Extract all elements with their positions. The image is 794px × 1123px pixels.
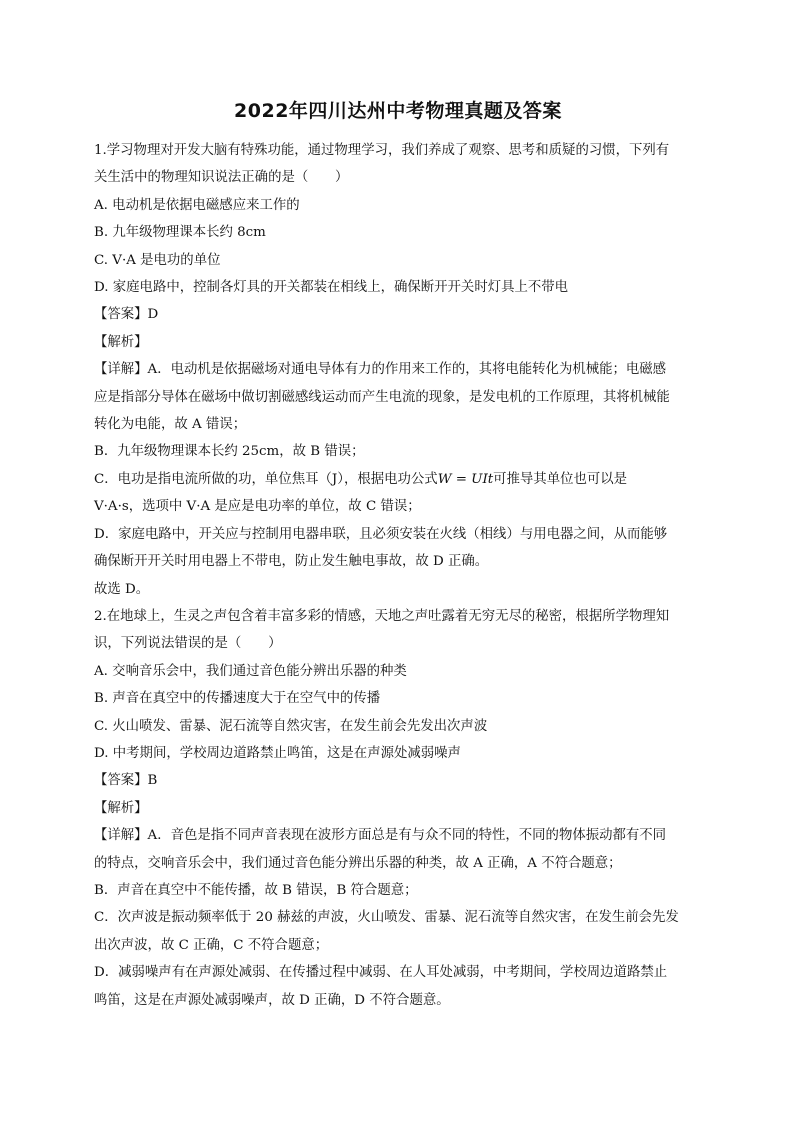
- q2-answer: 【答案】B: [94, 773, 158, 789]
- q1-detail-line-3: 转化为电能，故 A 错误；: [94, 417, 247, 433]
- q2-option-a: A. 交响音乐会中，我们通过音色能分辨出乐器的种类: [94, 663, 407, 679]
- q1-detail-line-6: V·A·s，选项中 V·A 是应是电功率的单位，故 C 错误；: [94, 499, 421, 515]
- q1-analysis-heading: 【解析】: [94, 334, 148, 350]
- q2-detail-line-3: B．声音在真空中不能传播，故 B 错误，B 符合题意；: [94, 882, 418, 898]
- question-2: [94, 603, 702, 1014]
- q1-conclusion: 故选 D。: [94, 581, 150, 597]
- q1-detail-line-1: 【详解】A．电动机是依据磁场对通电导体有力的作用来工作的，其将电能转化为机械能；电磁感: [94, 362, 667, 378]
- q1-detail-line-5: [94, 466, 702, 493]
- q1-stem-line-1: 1.学习物理对开发大脑有特殊功能，通过物理学习，我们养成了观察、思考和质疑的习惯，下列有: [94, 143, 670, 158]
- q1-option-c: C. V·A 是电功的单位: [94, 252, 221, 268]
- q1-option-b: B. 九年级物理课本长约 8cm: [94, 225, 266, 241]
- q2-detail-line-5: 出次声波，故 C 正确，C 不符合题意；: [94, 937, 329, 953]
- q2-analysis-heading: 【解析】: [94, 800, 148, 816]
- q1-detail-line-8: 确保断开开关时用电器上不带电，防止发生触电事故，故 D 正确。: [94, 554, 489, 570]
- q1-option-a: A. 电动机是依据电磁感应来工作的: [94, 197, 300, 213]
- q2-stem-line-2: 识，下列说法错误的是（ ）: [94, 636, 282, 652]
- q1-stem-line-2: 关生活中的物理知识说法正确的是（ ）: [94, 170, 349, 186]
- q2-detail-line-7: 鸣笛，这是在声源处减弱噪声，故 D 正确，D 不符合题意。: [94, 992, 450, 1008]
- q2-detail-line-1: 【详解】A．音色是指不同声音表现在波形方面总是有与众不同的特性，不同的物体振动都有不同: [94, 828, 667, 844]
- q2-detail-line-4: C．次声波是振动频率低于 20 赫兹的声波，火山喷发、雷暴、泥石流等自然灾害，在发生前会先发: [94, 910, 679, 926]
- q1-detail-line-4: B．九年级物理课本长约 25cm，故 B 错误；: [94, 444, 365, 460]
- electric-work-formula: W = UIt: [437, 471, 494, 487]
- q1-answer: 【答案】D: [94, 307, 159, 323]
- q1-option-d: D. 家庭电路中，控制各灯具的开关都装在相线上，确保断开开关时灯具上不带电: [94, 280, 569, 296]
- q2-option-d: D. 中考期间，学校周边道路禁止鸣笛，这是在声源处减弱噪声: [94, 745, 461, 761]
- q2-stem-line-1: 2.在地球上，生灵之声包含着丰富多彩的情感，天地之声吐露着无穷无尽的秘密，根据所学物理知: [94, 608, 670, 624]
- page-title: 2022年四川达州中考物理真题及答案: [234, 100, 562, 122]
- q1-detail-line-2: 应是指部分导体在磁场中做切割磁感线运动而产生电流的现象，是发电机的工作原理，其将机械能: [94, 389, 670, 405]
- q1-detail-5-pre: C．电功是指电流所做的功，单位焦耳（J），根据电功公式: [94, 471, 438, 487]
- question-1: [94, 137, 702, 603]
- q2-detail-line-2: 的特点，交响音乐会中，我们通过音色能分辨出乐器的种类，故 A 正确，A 不符合题意；: [94, 855, 622, 871]
- q2-detail-line-6: D．减弱噪声有在声源处减弱、在传播过程中减弱、在人耳处减弱，中考期间，学校周边道路禁止: [94, 965, 668, 981]
- q1-detail-5-post: 可推导其单位也可以是: [493, 471, 628, 487]
- q1-detail-line-7: D．家庭电路中，开关应与控制用电器串联，且必须安装在火线（相线）与用电器之间，从而能够: [94, 526, 668, 542]
- q2-option-c: C. 火山喷发、雷暴、泥石流等自然灾害，在发生前会先发出次声波: [94, 718, 488, 734]
- q2-option-b: B. 声音在真空中的传播速度大于在空气中的传播: [94, 691, 381, 707]
